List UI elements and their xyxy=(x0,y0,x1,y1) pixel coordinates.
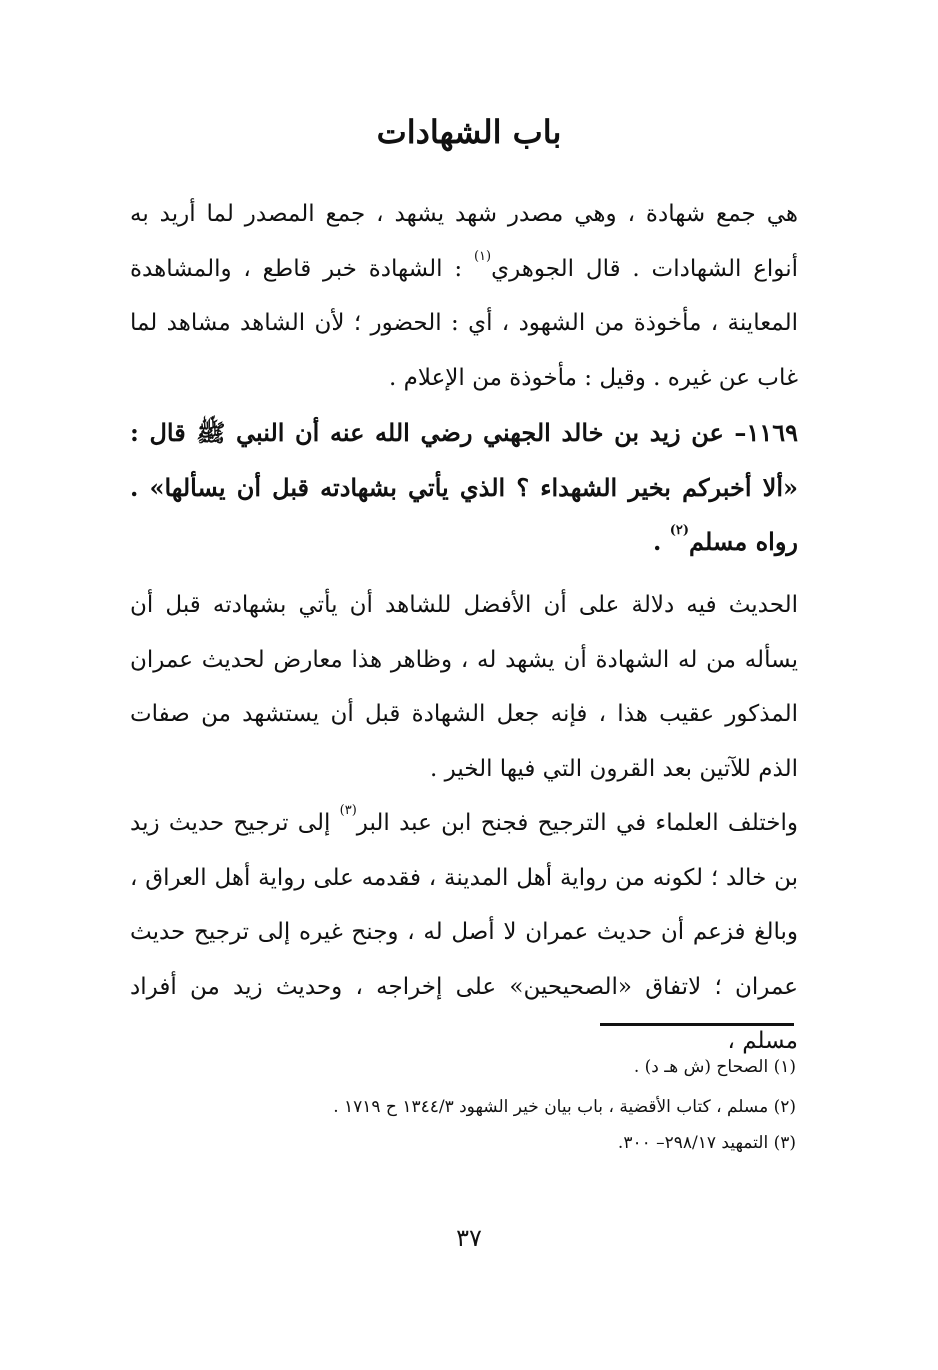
intro-paragraph xyxy=(130,187,798,405)
intro-text-b: : الشهادة خبر قاطع ، والمشاهدة المعاينة ، مأخوذة من الشهود ، أي : الحضور ؛ لأن الشاهد مشاهد لما غاب عن غيره . وقيل : مأخوذة من الإعلام . xyxy=(130,255,798,391)
footnote-ref-2: (٢) xyxy=(669,523,690,538)
chapter-title: باب الشهادات xyxy=(376,113,562,151)
scholars-paragraph xyxy=(130,796,798,1069)
hadith-paragraph xyxy=(130,406,798,570)
scholars-text-b: إلى ترجيح حديث زيد بن خالد ؛ لكونه من رواية أهل المدينة ، فقدمه على رواية أهل العراق ، وبالغ فزعم أن حديث عمران لا أصل له ، وجنح غيره إلى ترجيح حديث عمران ؛ لاتفاق «الصحيحين» على إخراجه ، وحديث زيد من أفراد مسلم ، xyxy=(130,810,798,1054)
footnote-divider xyxy=(600,1023,794,1026)
footnote-3: (٣) التمهيد ٢٩٨/١٧– ٣٠٠. xyxy=(617,1133,796,1153)
hadith-text-b: . xyxy=(653,527,670,556)
intro-text-a: هي جمع شهادة ، وهي مصدر شهد يشهد ، جمع المصدر لما أريد به أنواع الشهادات . قال الجوهري xyxy=(130,201,798,282)
page-number: ٣٧ xyxy=(456,1224,482,1252)
footnote-2: (٢) مسلم ، كتاب الأقضية ، باب بيان خير الشهود ١٣٤٤/٣ ح ١٧١٩ . xyxy=(333,1097,796,1117)
scholars-text-a: واختلف العلماء في الترجيح فجنح ابن عبد البر xyxy=(356,810,798,836)
footnote-ref-3: (٣) xyxy=(339,803,357,818)
footnote-1: (١) الصحاح (ش هـ د) . xyxy=(633,1057,796,1077)
hadith-text-a: ١١٦٩– عن زيد بن خالد الجهني رضي الله عنه أن النبي ﷺ قال : «ألا أخبركم بخير الشهداء ؟ الذي يأتي بشهادته قبل أن يسألها» . رواه مسلم xyxy=(130,418,798,556)
footnote-ref-1: (١) xyxy=(473,248,492,264)
commentary-paragraph: الحديث فيه دلالة على أن الأفضل للشاهد أن يأتي بشهادته قبل أن يسأله من له الشهادة أن يشهد له ، وظاهر هذا معارض لحديث عمران المذكور عقيب هذا ، فإنه جعل الشهادة قبل أن يستشهد من صفات الذم للآتين بعد القرون التي فيها الخير . xyxy=(130,592,798,782)
